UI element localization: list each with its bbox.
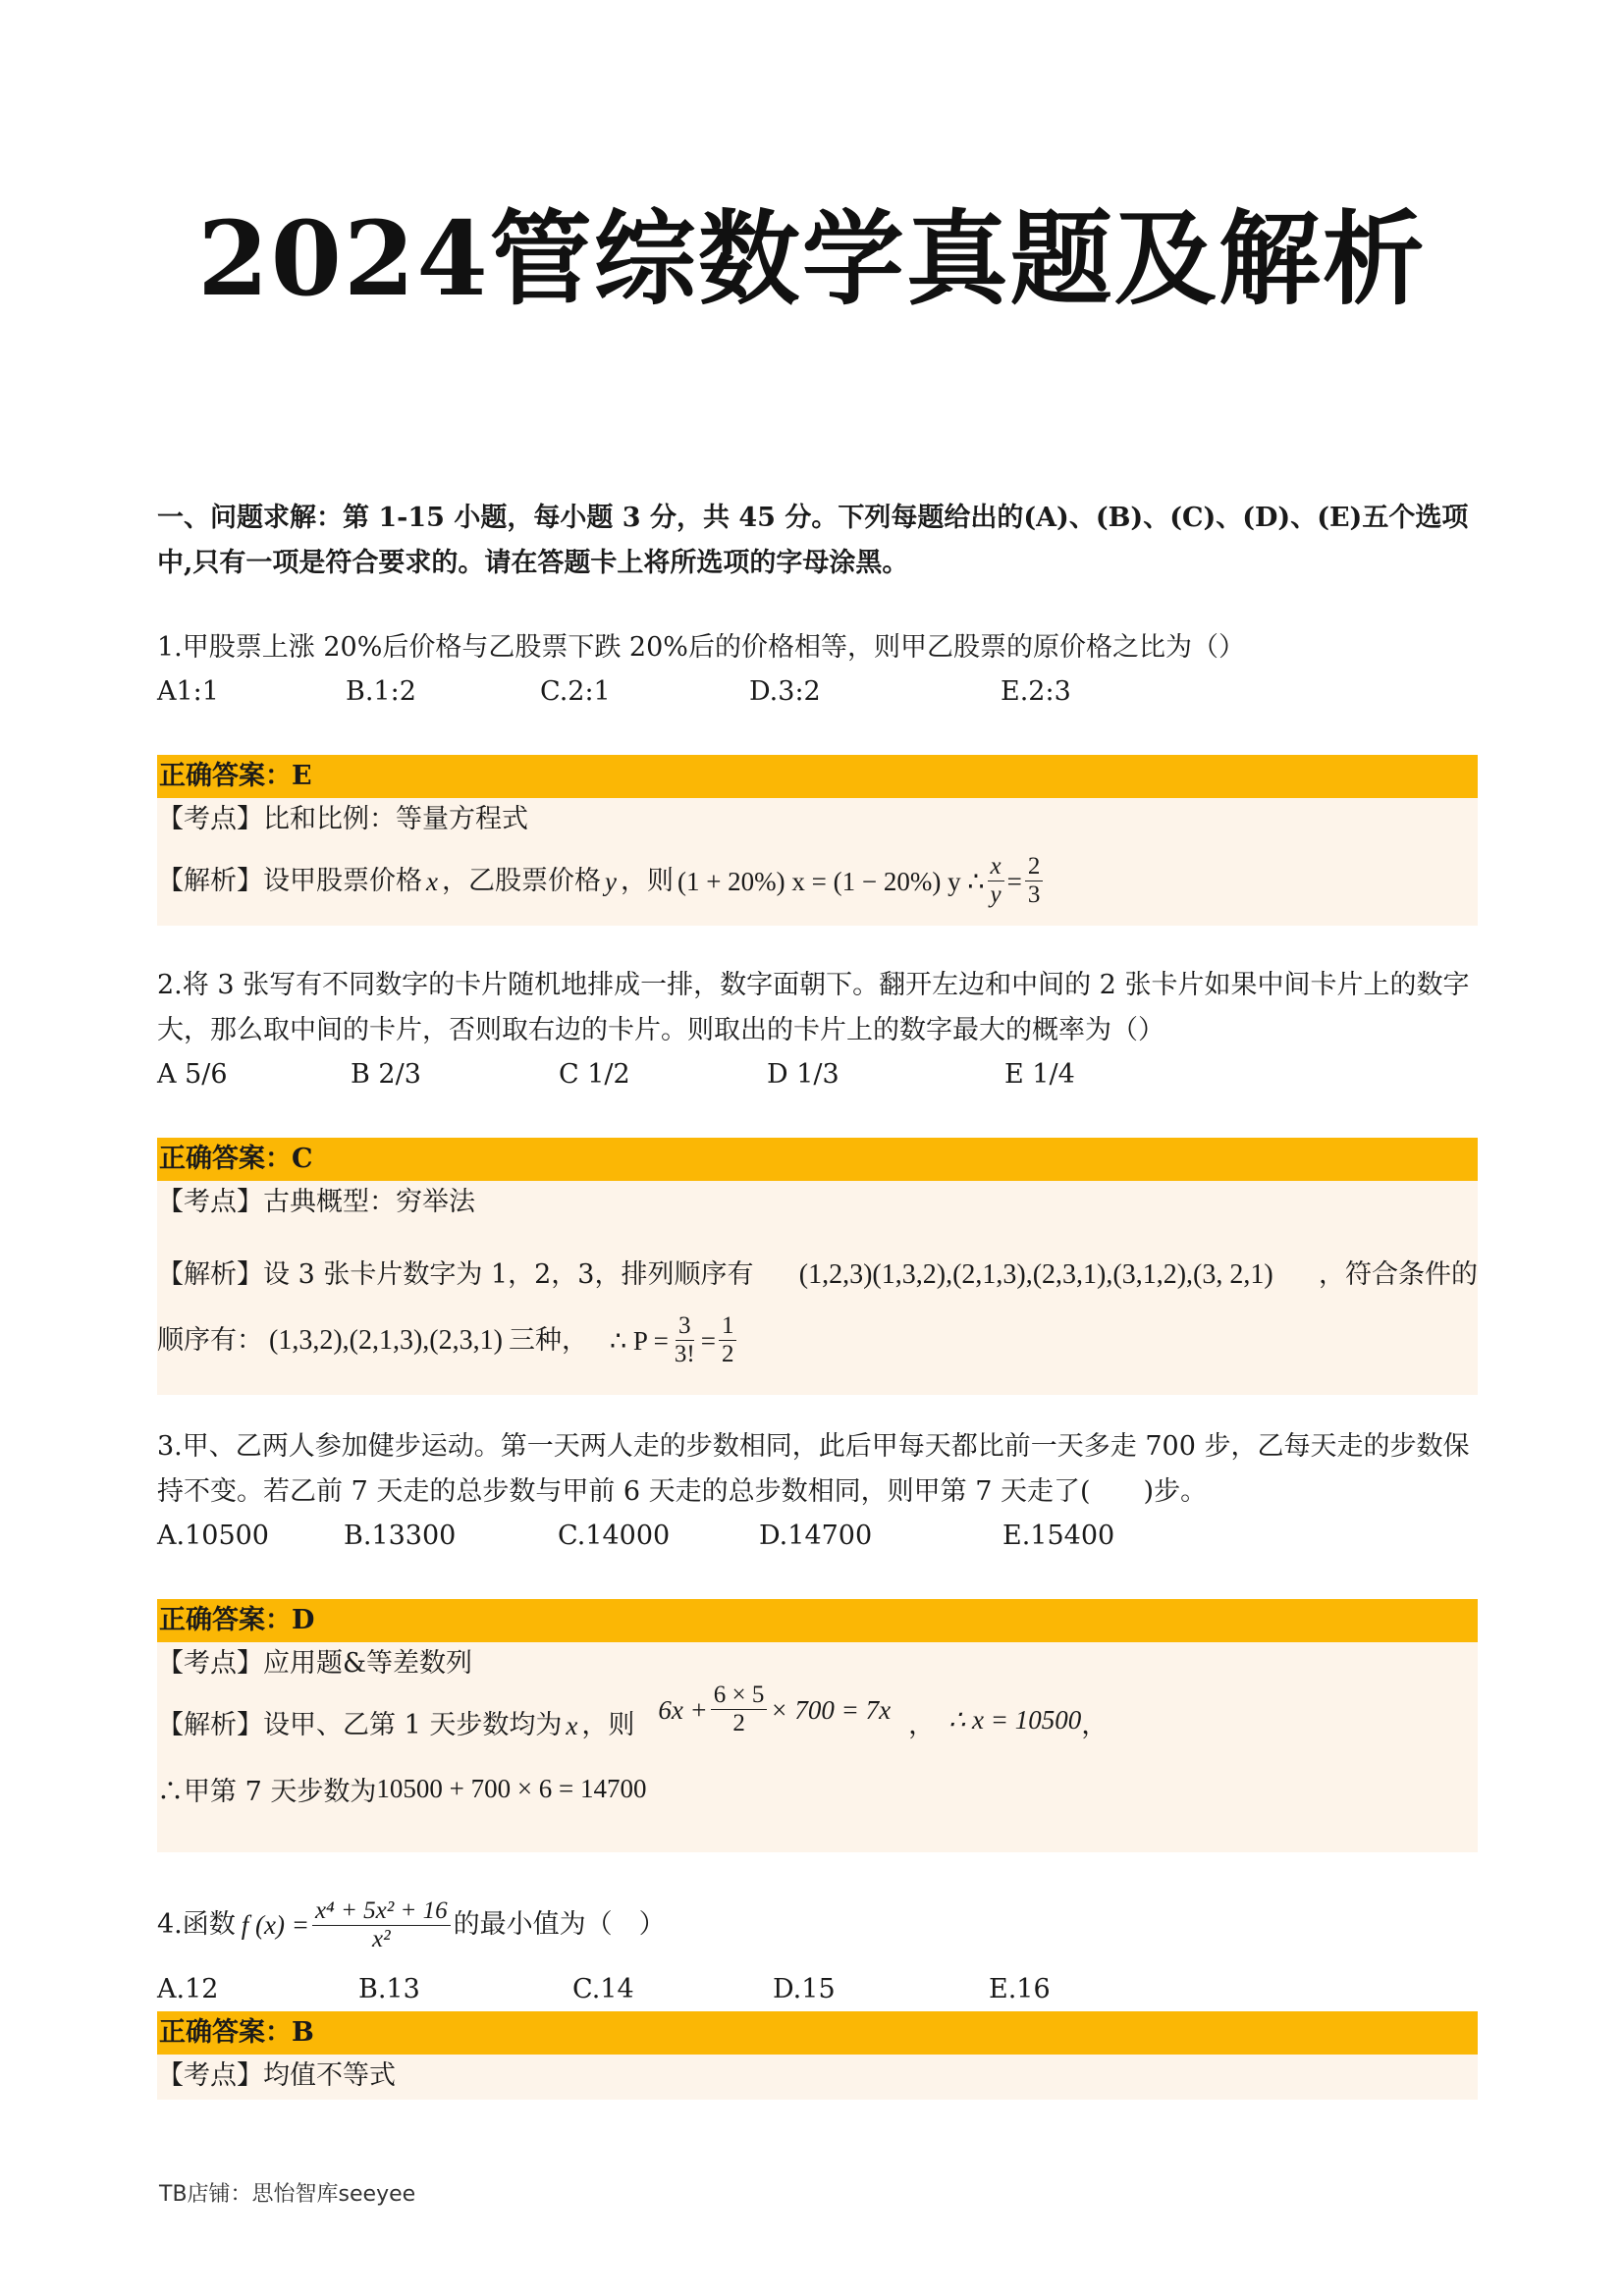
- numerator: x⁴ + 5x² + 16: [312, 1897, 451, 1926]
- equation-left: 6x +: [658, 1694, 708, 1725]
- answer-bar: 正确答案：E: [157, 755, 1478, 798]
- answer-bar: 正确答案：B: [157, 2011, 1478, 2055]
- analysis-line-2: [157, 1312, 1478, 1368]
- equals-sign: =: [700, 1325, 716, 1356]
- option-d: D.14700: [759, 1521, 873, 1551]
- analysis-text: 【解析】设甲股票价格: [157, 865, 422, 896]
- key-point: 【考点】比和比例：等量方程式: [157, 804, 528, 834]
- option-b: B.13300: [344, 1521, 457, 1551]
- fraction: [711, 1682, 768, 1737]
- section-instructions: 一、问题求解：第 1-15 小题，每小题 3 分，共 45 分。下列每题给出的(A)、(B)、(C)、(D)、(E)五个选项中,只有一项是符合要求的。请在答题卡上将所选项的字母涂黑。: [157, 503, 1469, 578]
- fraction: [672, 1312, 698, 1368]
- permutations: (1,2,3)(1,3,2),(2,1,3),(2,3,1),(3,1,2),(3, 2,1): [798, 1259, 1273, 1290]
- denominator: y: [990, 881, 1001, 908]
- analysis-line-2: [157, 1771, 1478, 1814]
- answer-bar: 正确答案：D: [157, 1599, 1478, 1642]
- denominator: x²: [371, 1925, 391, 1952]
- analysis-text: 顺序有：: [157, 1324, 263, 1356]
- equation-right: × 700 = 7x: [770, 1694, 892, 1725]
- fraction: [1025, 853, 1044, 909]
- answer-bar: 正确答案：C: [157, 1138, 1478, 1181]
- option-a: A1:1: [157, 676, 219, 707]
- options-row: [157, 1515, 1478, 1558]
- option-e: E 1/4: [1004, 1059, 1075, 1090]
- option-a: A 5/6: [157, 1059, 228, 1090]
- analysis-line: [157, 1254, 1478, 1297]
- separator: ，: [908, 1709, 936, 1740]
- fraction: [988, 853, 1004, 909]
- analysis-text: ，乙股票价格: [441, 865, 601, 896]
- stem-text: 的最小值为（ ）: [453, 1909, 666, 1940]
- option-b: B.13: [358, 1974, 420, 2004]
- numerator: 3: [676, 1312, 694, 1341]
- option-d: D.3:2: [749, 676, 821, 707]
- option-e: E.15400: [1002, 1521, 1115, 1551]
- analysis-text: ，则: [620, 865, 674, 896]
- fraction: [312, 1897, 451, 1953]
- explanation-box: [157, 798, 1478, 926]
- document-body: [157, 496, 1478, 2100]
- valid-orders: (1,3,2),(2,1,3),(2,3,1): [269, 1324, 503, 1356]
- page-title: 2024管综数学真题及解析: [197, 198, 1427, 319]
- analysis-text: ，则: [581, 1709, 635, 1740]
- option-c: C.14: [572, 1974, 634, 2004]
- option-d: D 1/3: [767, 1059, 839, 1090]
- analysis-text: 【解析】设甲、乙第 1 天步数均为: [157, 1709, 563, 1740]
- question-stem: 3.甲、乙两人参加健步运动。第一天两人走的步数相同，此后甲每天都比前一天多走 700 步，乙每天走的步数保持不变。若乙前 7 天走的总步数与甲前 6 天走的总步数相同，则甲第 7 天走了( )步。: [157, 1431, 1470, 1507]
- question-4: [157, 1882, 1478, 2100]
- math-var: x: [426, 866, 438, 896]
- equals-sign: =: [1006, 866, 1022, 896]
- options-row: [157, 670, 1478, 714]
- numerator: 1: [719, 1312, 737, 1341]
- numerator: 6 × 5: [711, 1682, 768, 1710]
- math-formula: 10500 + 700 × 6 = 14700: [376, 1774, 647, 1803]
- analysis-text: ∴甲第 7 天步数为: [157, 1777, 377, 1807]
- question-2: [157, 963, 1478, 1395]
- options-row: [157, 1968, 1478, 2011]
- explanation-box: [157, 1181, 1478, 1395]
- explanation-box: [157, 2055, 1478, 2100]
- key-point: 【考点】古典概型：穷举法: [157, 1187, 475, 1217]
- question-1: [157, 625, 1478, 926]
- denominator: 2: [732, 1710, 745, 1736]
- question-stem: 2.将 3 张写有不同数字的卡片随机地排成一排，数字面朝下。翻开左边和中间的 2 张卡片如果中间卡片上的数字大，那么取中间的卡片，否则取右边的卡片。则取出的卡片上的数字最大的概率为（）: [157, 970, 1470, 1045]
- footer-store-label: TB店铺：思怡智库seeyee: [159, 2182, 416, 2207]
- analysis-text: ，符合条件的: [1318, 1259, 1478, 1290]
- option-c: C.2:1: [540, 676, 611, 707]
- option-a: A.12: [157, 1974, 219, 2004]
- analysis-line: [157, 853, 1478, 909]
- option-e: E.16: [989, 1974, 1051, 2004]
- analysis-text: 【解析】设 3 张卡片数字为 1，2，3，排列顺序有: [157, 1259, 754, 1290]
- key-point: 【考点】均值不等式: [157, 2060, 396, 2091]
- denominator: 3!: [674, 1341, 695, 1367]
- denominator: 2: [721, 1341, 734, 1367]
- fraction: [719, 1312, 737, 1368]
- math-var: y: [604, 866, 617, 896]
- option-b: B 2/3: [351, 1059, 421, 1090]
- option-e: E.2:3: [1001, 676, 1071, 707]
- question-stem: [157, 1882, 1478, 1968]
- option-c: C 1/2: [559, 1059, 630, 1090]
- option-b: B.1:2: [346, 676, 416, 707]
- question-3: [157, 1424, 1478, 1852]
- key-point: 【考点】应用题&等差数列: [157, 1648, 473, 1679]
- analysis-text: 三种，: [508, 1324, 588, 1356]
- option-c: C.14000: [558, 1521, 671, 1551]
- options-row: [157, 1053, 1478, 1096]
- option-a: A.10500: [157, 1521, 269, 1551]
- probability-label: ∴ P =: [609, 1325, 669, 1356]
- function-label: f (x) =: [241, 1910, 309, 1940]
- explanation-box: [157, 1642, 1478, 1852]
- option-d: D.15: [773, 1974, 836, 2004]
- math-var: x: [566, 1710, 578, 1740]
- math-formula: (1 + 20%) x = (1 − 20%) y ∴: [677, 866, 985, 896]
- result: ∴ x = 10500: [948, 1704, 1082, 1735]
- stem-text: 4.函数: [157, 1909, 236, 1940]
- equation: [658, 1682, 891, 1737]
- separator: ，: [1081, 1709, 1109, 1740]
- denominator: 3: [1027, 881, 1041, 908]
- question-stem: 1.甲股票上涨 20%后价格与乙股票下跌 20%后的价格相等，则甲乙股票的原价格之比为（）: [157, 632, 1245, 663]
- numerator: x: [988, 853, 1004, 881]
- numerator: 2: [1025, 853, 1044, 881]
